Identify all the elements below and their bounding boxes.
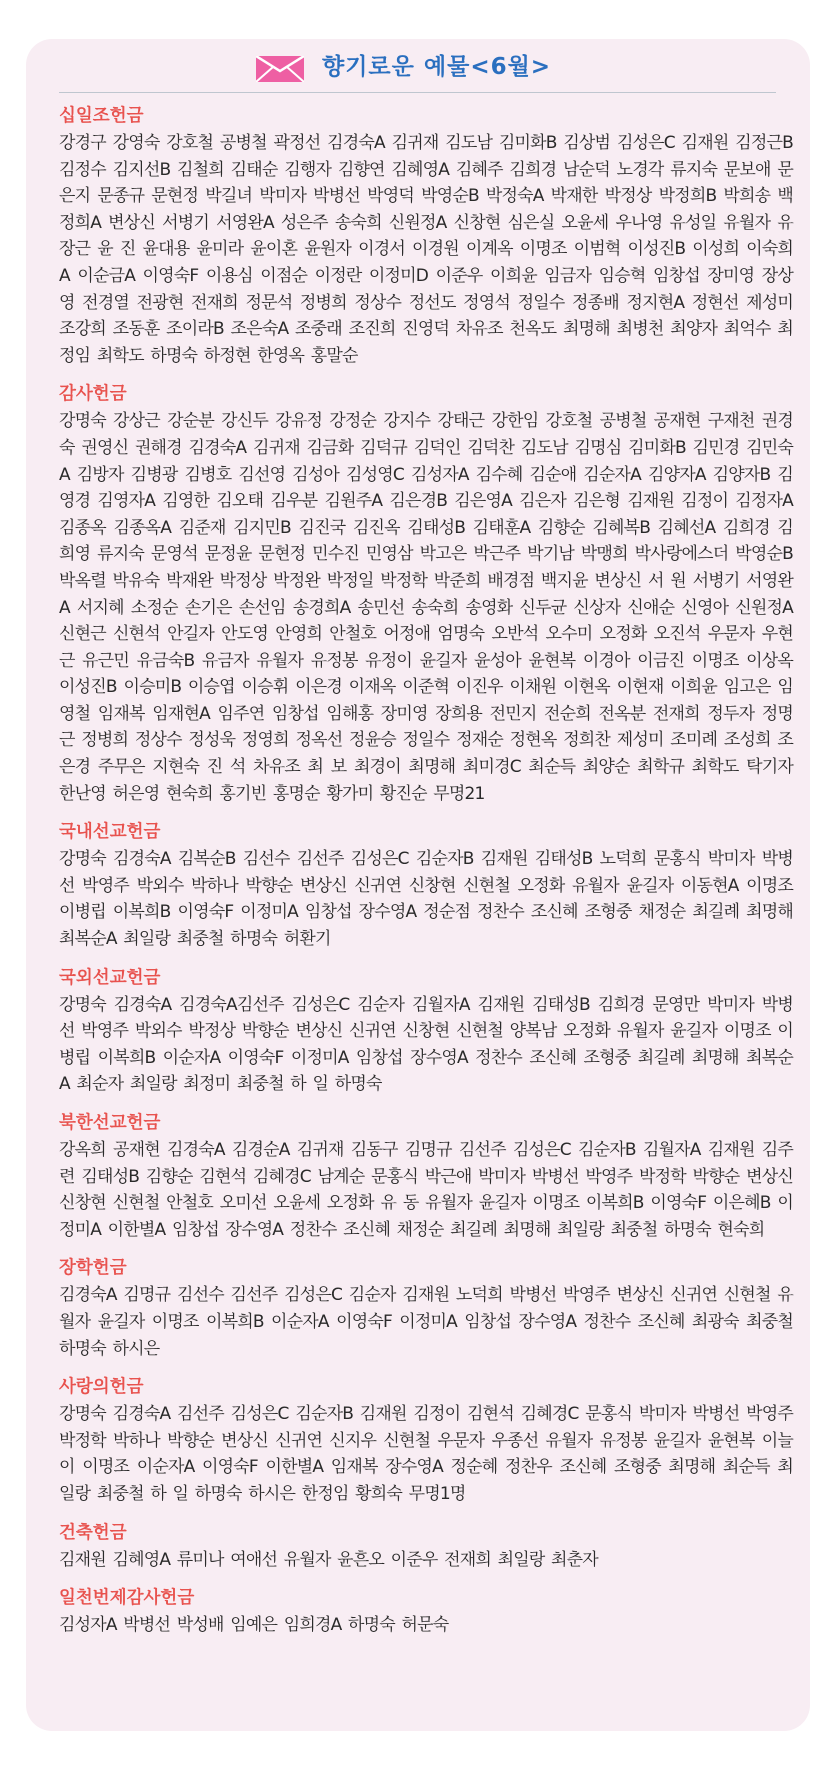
donor-names: 강명숙 김경숙A 김복순B 김선수 김선주 김성은C 김순자B 김재원 김태성B 노덕희 문홍식 박미자 박병선 박영주 박외수 박하나 박향순 변상신 신귀연 신창현 신현철 오정화 유월자 윤길자 이동현A 이명조 이병립 이복희B 이영숙F 이정미A 임창섭 장수영A 정순점 정찬수 조신혜 조형중 채정순 최길례 최명해 최복순A 최일랑 최중철 하명숙 허환기 xyxy=(59,849,793,950)
donor-names: 김성자A 박병선 박성배 임예은 임희경A 하명숙 허문숙 xyxy=(59,1615,449,1636)
section-title: 십일조헌금 xyxy=(59,106,144,126)
section-title: 일천번제감사헌금 xyxy=(59,1588,195,1609)
donor-names: 강옥희 공재현 김경숙A 김경순A 김귀재 김동구 김명규 김선주 김성은C 김순자B 김월자A 김재원 김주련 김태성B 김향순 김현석 김혜경C 남계순 문홍식 박근애 박미자 박병선 박영주 박정학 박향순 변상신 신창현 신현철 안철호 오미선 오윤세 오정화 유 동 유월자 윤길자 이명조 이복희B 이영숙F 이은혜B 이정미A 이한별A 임창섭 장수영A 정찬수 조신혜 채정순 최길례 최명해 최일랑 최중철 하명숙 현숙희 xyxy=(59,1140,793,1240)
section-title: 북한선교헌금 xyxy=(59,1113,161,1133)
section-title: 국내선교헌금 xyxy=(59,822,161,843)
envelope-icon xyxy=(256,56,304,82)
donor-names: 김재원 김혜영A 류미나 여애선 유월자 윤흔오 이준우 전재희 최일랑 최춘자 xyxy=(59,1549,598,1570)
section-title: 사랑의헌금 xyxy=(59,1377,144,1398)
section-title: 건축헌금 xyxy=(59,1522,127,1543)
title-divider xyxy=(59,92,776,93)
section-tithe xyxy=(59,103,793,369)
section-title: 장학헌금 xyxy=(59,1258,127,1279)
header xyxy=(26,39,810,95)
donor-names: 강경구 강영숙 강호철 공병철 곽정선 김경숙A 김귀재 김도남 김미화B 김상범 김성은C 김재원 김정근B 김정수 김지선B 김철희 김태순 김행자 김향연 김혜영A 김혜주 김희경 남순덕 노경각 류지숙 문보애 문은지 문종규 문현정 박길녀 박미자 박병선 박영덕 박영순B 박정숙A 박재한 박정상 박정희B 박희송 백정희A 변상신 서병기 서영완A 성은주 송숙희 신원정A 신창현 심은실 오윤세 우나영 유성일 유월자 유장근 윤 진 윤대용 윤미라 윤이혼 윤원자 이경서 이경원 이계옥 이명조 이범혁 이성진B 이성희 이숙희A 이순금A 이영숙F 이용심 이점순 이정란 이정미D 이준우 이희윤 임금자 임승혁 임창섭 장미영 장상영 전경열 전광현 전재희 정문석 정병희 정상수 정선도 정영석 정일수 정종배 정지현A 정현선 제성미 조강희 조동훈 조이라B 조은숙A 조중래 조진희 진영덕 차유조 천옥도 최명해 최병천 최양자 최억수 최정임 최학도 하명숙 하정현 한영옥 홍말순 xyxy=(59,133,793,366)
donor-names: 강명숙 김경숙A 김선주 김성은C 김순자B 김재원 김정이 김현석 김혜경C 문홍식 박미자 박병선 박영주 박정학 박하나 박향순 변상신 신귀연 신지우 신현철 우문자 우종선 유월자 유정봉 윤길자 윤현복 이늘이 이명조 이순자A 이영숙F 이한별A 임재복 장수영A 정순혜 정찬우 조신혜 조형중 최명해 최순득 최일랑 최중철 하 일 하명숙 하시은 한정임 황희숙 무명1명 xyxy=(59,1404,793,1504)
section-scholarship xyxy=(59,1255,793,1362)
donor-names: 김경숙A 김명규 김선수 김선주 김성은C 김순자 김재원 노덕희 박병선 박영주 변상신 신귀연 신현철 유월자 윤길자 이명조 이복희B 이순자A 이영숙F 이정미A 임창섭 장수영A 정찬수 조신혜 최광숙 최중철 하명숙 하시은 xyxy=(59,1285,793,1359)
donor-names: 강명숙 김경숙A 김경숙A김선주 김성은C 김순자 김월자A 김재원 김태성B 김희경 문영만 박미자 박병선 박영주 박외수 박정상 박향순 변상신 신귀연 신창현 신현철 양복남 오정화 유월자 윤길자 이명조 이병립 이복희B 이순자A 이영숙F 이정미A 임창섭 장수영A 정찬수 조신혜 조형중 최길례 최명해 최복순A 최순자 최일랑 최정미 최중철 하 일 하명숙 xyxy=(59,994,793,1095)
section-thanksgiving xyxy=(59,381,793,807)
section-building xyxy=(59,1520,793,1574)
offering-sections xyxy=(59,103,793,1651)
offering-card xyxy=(26,39,810,1731)
section-north-korea-mission xyxy=(59,1110,793,1243)
section-title: 국외선교헌금 xyxy=(59,967,161,988)
section-title: 감사헌금 xyxy=(59,384,127,405)
section-thousand-offering xyxy=(59,1585,793,1639)
section-love xyxy=(59,1374,793,1507)
page-title: 향기로운 예물<6월> xyxy=(322,54,552,80)
section-overseas-mission xyxy=(59,965,793,1098)
donor-names: 강명숙 강상근 강순분 강신두 강유정 강정순 강지수 강태근 강한임 강호철 공병철 공재현 구재천 권경숙 권영신 권해경 김경숙A 김귀재 김금화 김덕규 김덕인 김덕찬 김도남 김명심 김미화B 김민경 김민숙A 김방자 김병광 김병호 김선영 김성아 김성영C 김성자A 김수혜 김순애 김순자A 김양자A 김양자B 김영경 김영자A 김영한 김오태 김우분 김원주A 김은경B 김은영A 김은자 김은형 김재원 김정이 김정자A 김종옥 김종옥A 김준재 김지민B 김진국 김진옥 김태성B 김태훈A 김향순 김혜복B 김혜선A 김희경 김희영 류지숙 문영석 문정윤 문현정 민수진 민영삼 박고은 박근주 박기남 박맹희 박사랑에스더 박영순B 박옥렬 박유숙 박재완 박정상 박정완 박정일 박정학 박준희 배경점 백지윤 변상신 서 원 서병기 서영완A 서지혜 소정순 손기은 손선임 송경희A 송민선 송숙희 송영화 신두균 신상자 신애순 신영아 신원정A 신현근 신현석 안길자 안도영 안영희 안철호 어정애 엄명숙 오반석 오수미 오정화 오진석 우문자 우현근 유근민 유금숙B 유금자 유월자 유정봉 유정이 윤길자 윤성아 윤현복 이경아 이금진 이명조 이상옥 이성진B 이승미B 이승엽 이승휘 이은경 이재옥 이준혁 이진우 이채원 이현옥 이현재 이희윤 임고은 임영철 임재복 임재현A 임주연 임창섭 임해홍 장미영 장희용 전민지 전순희 전옥분 전재희 정두자 정명근 정병희 정상수 정성욱 정영희 정옥선 정윤승 정일수 정재순 정현옥 정희찬 제성미 조미례 조성희 조은경 주무은 지현숙 진 석 차유조 최 보 최경이 최명해 최미경C 최순득 최양순 최학규 최학도 탁기자 한난영 허은영 현숙희 홍기빈 홍명순 황가미 황진순 무명21 xyxy=(59,411,793,804)
section-domestic-mission xyxy=(59,819,793,952)
